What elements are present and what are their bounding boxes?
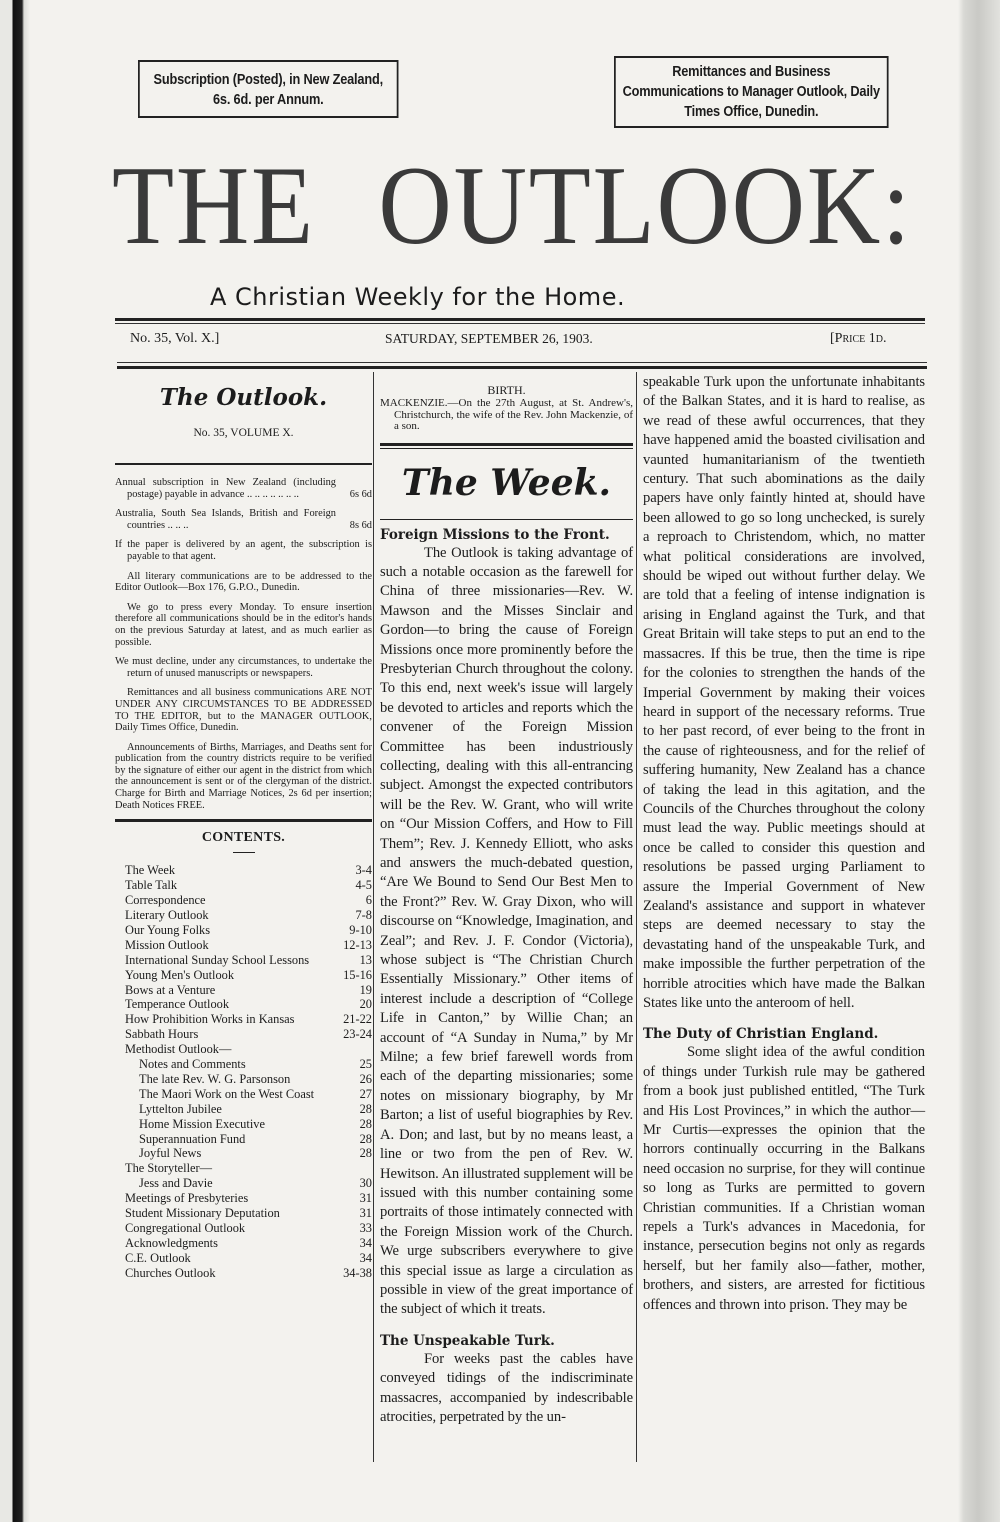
contents-item-title: Superannuation Fund — [139, 1131, 246, 1146]
contents-item-title: Notes and Comments — [139, 1057, 246, 1072]
contents-item-page: 28 — [359, 1101, 372, 1116]
contents-item-title: Literary Outlook — [125, 907, 209, 922]
contents-item — [125, 1012, 372, 1027]
contents-item — [125, 938, 372, 953]
subscription-rates — [115, 477, 372, 531]
article-body-unspeakable-turk: For weeks past the cables have conveyed tidings of the indiscriminate massacres, accompanied by indescribable atrocities, perpetrated by the un- — [380, 1350, 633, 1425]
contents-item-page: 31 — [359, 1206, 372, 1221]
notices — [115, 539, 372, 811]
rate-price: 6s 6d — [349, 488, 372, 500]
contents-rule — [115, 819, 372, 822]
contents-item — [125, 1236, 372, 1251]
contents-item — [125, 1266, 372, 1281]
rate-price: 8s 6d — [349, 519, 372, 531]
contents-leader — [212, 1161, 372, 1176]
rate-description: Australia, South Sea Islands, British and Foreign countries .. .. .. — [115, 508, 336, 531]
contents-item-page: 6 — [365, 893, 372, 908]
contents-item-page: 34 — [359, 1250, 372, 1265]
header-rule-top — [115, 318, 925, 321]
contents-item — [125, 1117, 372, 1132]
contents-item-title: The late Rev. W. G. Parsonson — [139, 1071, 291, 1086]
page-right-edge — [958, 0, 1000, 1522]
contents-item-title: Jess and Davie — [139, 1176, 213, 1191]
contents-item — [125, 1146, 372, 1161]
contents-item-title: How Prohibition Works in Kansas — [125, 1012, 295, 1027]
contents-leader — [206, 893, 366, 908]
contents-leader — [222, 1102, 360, 1117]
birth-heading: BIRTH. — [487, 383, 526, 397]
contents-item — [125, 1176, 372, 1191]
week-rule-top — [380, 443, 633, 446]
rate-item — [115, 477, 372, 500]
contents-item-title: The Maori Work on the West Coast — [139, 1086, 315, 1101]
page-binding-edge — [0, 0, 30, 1522]
contents-item-page: 28 — [359, 1131, 372, 1146]
contents-item — [125, 1102, 372, 1117]
contents-item — [125, 1251, 372, 1266]
contents-item — [125, 1087, 372, 1102]
contents-item — [125, 1057, 372, 1072]
rate-item — [115, 508, 372, 531]
contents-item — [125, 1206, 372, 1221]
contents-item-page: 4-5 — [355, 878, 372, 893]
week-rule-bottom — [380, 519, 633, 520]
contents-item-title: Congregational Outlook — [125, 1221, 246, 1235]
contents-leader — [215, 983, 359, 998]
subscription-text: Subscription (Posted), in New Zealand, 6s. 6d. per Annum. — [153, 72, 383, 108]
contents-item — [125, 923, 372, 938]
contents-item-title: Lyttelton Jubilee — [139, 1101, 222, 1116]
subscription-box — [138, 60, 398, 118]
contents-leader — [216, 1266, 344, 1281]
article-heading-foreign-missions: Foreign Missions to the Front. — [380, 526, 610, 543]
tagline: A Christian Weekly for the Home. — [210, 283, 626, 311]
contents-item — [125, 1161, 372, 1176]
contents-item-title: The Storyteller— — [125, 1161, 213, 1176]
contents-item-title: Student Missionary Deputation — [125, 1206, 280, 1221]
contents-item-title: Our Young Folks — [125, 922, 211, 937]
contents-item-title: Methodist Outlook— — [125, 1042, 232, 1057]
notice-paragraph: All literary communications are to be addressed to the Editor Outlook—Box 176, G.P.O., Dunedin. — [115, 570, 372, 594]
contents-leader — [198, 1027, 343, 1042]
contents-leader — [290, 1072, 359, 1087]
contents-leader — [177, 878, 355, 893]
article-body-unspeakable-turk-continued: speakable Turk upon the unfortunate inhabitants of the Balkan States, and it is hard to realise, as we read of these awful occurrences, that they have happened amid the boasted civilisation and vaunted humanitarianism of the twentieth century. That such abominations as the daily papers have only faintly hinted at, should have been allowed to go so long unchecked, is surely a reproach to Christendom, which, no matter what political considerations are involved, should be wiped out without further delay. We are told that a feeling of intense indignation is arising in England against the Turk, and that Great Britain will take steps to put an end to the massacres. If this be true, then the time is ripe for the colonies to strengthen the hands of the Imperial Government by making their voices heard in support of the necessary reforms. True to her past record, of ever being to the front in the cause of righteousness, and for the relief of suffering humanity, New Zealand has a chance of taking the lead in this agitation, and the Councils of the Churches throughout the colony must lead the way. Public meetings should at once be called to consider this question and resolutions be passed urging Parliament to assure the Imperial Government of New Zealand's assistance and support in whatever steps are deemed necessary to stay the devastating hand of the unspeakable Turk, and make impossible the further perpetration of the horrible atrocities which have made the Balkan States like unto the anteroom of hell. — [643, 374, 925, 1011]
contents-item-title: Table Talk — [125, 878, 178, 893]
issue-number: No. 35, Vol. X.] — [130, 331, 220, 346]
right-column — [643, 373, 925, 1315]
contents-item-title: Sabbath Hours — [125, 1027, 199, 1042]
article-body-foreign-missions: The Outlook is taking advantage of such a notable occasion as the farewell for China of three missionaries—Rev. W. Mawson and the Misses Sinclair and Gordon—to bring the cause of Foreign Missions once more prominently before the Presbyterian Church throughout the colony. To this end, next week's issue will largely be devoted to articles and reports which the convener of the Foreign Mission Committee has been industriously collecting, dealing with this all-entrancing subject. Amongst the expected contributors will be the Rev. W. Grant, who will write on “Our Mission Coffers, and How to Fill Them”; Rev. J. Kennedy Elliott, who asks and answers the much-debated question, “Are We Bound to Send Our Best Men to the Front?” Rev. W. Gray Dixon, who will discourse on “Knowledge, Imagination, and Zeal”; and Rev. J. F. Condor (Victoria), whose subject is “The Christian Church Essentially Missionary.” Other items of interest include a description of “College Life in Canton,” by Willie Chan; an account of “A Sunday in Numa,” by Mr Milne; a few brief farewell words from each of the departing missionaries; some notes on missionary biography, by Mr Barton; a list of useful biographies by Rev. A. Don; and last, but by no means least, a line or two from the pen of Rev. W. Hewitson. An illustrated supplement will be issued with this number containing some portraits of those intimately connected with the Foreign Mission work of the Church. We urge subscribers everywhere to give this special issue as large a circulation as possible in view of the great importance of the subject of which it treats. — [380, 544, 633, 1318]
column-divider-2 — [636, 372, 637, 1462]
article-heading-duty-christian-england: The Duty of Christian England. — [643, 1026, 879, 1043]
contents-item-page: 19 — [359, 982, 372, 997]
contents-item-page: 28 — [359, 1146, 372, 1161]
contents-item-title: Churches Outlook — [125, 1265, 216, 1280]
left-column — [115, 380, 372, 1281]
contents-item-title: Meetings of Presbyteries — [125, 1191, 249, 1206]
remittances-box — [614, 56, 889, 128]
contents-item-title: Home Mission Executive — [139, 1116, 265, 1131]
contents-item — [125, 1221, 372, 1236]
contents-item-page: 23-24 — [343, 1027, 372, 1042]
contents-item — [125, 1191, 372, 1206]
article-body-duty-christian-england: Some slight idea of the awful condition of things under Turkish rule may be gathered from a book just published entitled, “The Turk and His Lost Provinces,” in which the author—Mr Curtis—expresses the opinion that the horrors continually occurring in the Balkans need occasion no surprise, for they will continue so long as Turks are permitted to govern Christian communities. If a Christian woman repels a Turk's advances in Macedonia, for instance, persecution begins not only as regards herself, but her family also—father, mother, brothers, and sisters, are arrested for fictitious offences and thrown into prison. They may be — [643, 1044, 925, 1313]
contents-item — [125, 983, 372, 998]
contents-leader — [280, 1206, 360, 1221]
contents-leader — [175, 863, 355, 878]
contents-leader — [213, 1176, 360, 1191]
column-divider-1 — [373, 372, 374, 1462]
contents-leader — [246, 1057, 360, 1072]
dateline-rule — [117, 366, 927, 369]
contents-item-title: Joyful News — [139, 1146, 202, 1161]
contents-leader — [245, 1132, 359, 1147]
contents-item-page: 7-8 — [355, 907, 372, 922]
week-rule-top-thin — [380, 448, 633, 449]
contents-leader — [191, 1251, 360, 1266]
contents-item-page: 15-16 — [343, 967, 372, 982]
contents-item-title: Temperance Outlook — [125, 997, 230, 1012]
contents-item — [125, 968, 372, 983]
contents-item — [125, 1042, 372, 1057]
contents-leader — [309, 953, 359, 968]
contents-item — [125, 893, 372, 908]
contents-leader — [209, 938, 343, 953]
header-rule-top-thin — [115, 323, 925, 324]
contents-leader — [229, 997, 360, 1012]
contents-item-page: 20 — [359, 997, 372, 1012]
notice-paragraph: We go to press every Monday. To ensure insertion therefore all communications should be in the editor's hands on the previous Saturday at latest, and as much earlier as possible. — [115, 601, 372, 648]
contents-item-page: 31 — [359, 1191, 372, 1206]
notice-paragraph: If the paper is delivered by an agent, the subscription is payable to that agent. — [115, 539, 372, 562]
contents-item-title: Correspondence — [125, 893, 206, 908]
contents-list — [115, 863, 372, 1280]
contents-leader — [209, 908, 356, 923]
contents-item — [125, 908, 372, 923]
contents-leader — [210, 923, 349, 938]
contents-item-title: Young Men's Outlook — [125, 967, 235, 982]
contents-item — [125, 1027, 372, 1042]
contents-item-title: Bows at a Venture — [125, 982, 216, 997]
contents-leader — [248, 1191, 359, 1206]
issue-price: [Price 1d. — [830, 331, 887, 346]
contents-item-title: International Sunday School Lessons — [125, 952, 310, 967]
contents-leader — [314, 1087, 359, 1102]
contents-item-page: 33 — [359, 1221, 372, 1235]
contents-leader — [231, 1042, 372, 1057]
notice-paragraph: We must decline, under any circumstances, to undertake the return of unused manuscripts or newspapers. — [115, 656, 372, 679]
rate-description: Annual subscription in New Zealand (including postage) payable in advance .. .. .. .. .. .. .. — [115, 477, 336, 500]
dateline-rule-thin — [117, 362, 927, 363]
contents-item-page: 9-10 — [349, 922, 372, 937]
contents-leader — [245, 1221, 360, 1236]
contents-leader — [201, 1146, 359, 1161]
contents-item-page: 34-38 — [343, 1265, 372, 1280]
contents-item-title: Acknowledgments — [125, 1235, 218, 1250]
contents-leader — [218, 1236, 360, 1251]
contents-item-page: 26 — [359, 1071, 372, 1086]
the-week-title: The Week. — [401, 461, 612, 504]
remittances-text: Remittances and Business Communications to Manager Outlook, Daily Times Office, Dunedin. — [622, 64, 880, 120]
issue-date: SATURDAY, SEPTEMBER 26, 1903. — [385, 331, 593, 346]
contents-dash — [233, 852, 255, 853]
masthead-title: THE OUTLOOK: — [112, 144, 913, 268]
contents-item-title: The Week — [125, 863, 176, 878]
contents-item — [125, 863, 372, 878]
notice-paragraph: Announcements of Births, Marriages, and Deaths sent for publication from the country districts require to be verified by the signature of either our agent in the district from which the announcement is sent or of the clergyman of the district. Charge for Birth and Marriage Notices, 2s 6d per insertion; Death Notices FREE. — [115, 741, 372, 811]
contents-item-page: 27 — [359, 1086, 372, 1101]
birth-notice: MACKENZIE.—On the 27th August, at St. Andrew's, Christchurch, the wife of the Rev. John Mackenzie, of a son. — [380, 397, 633, 432]
outlook-section-title: The Outlook. — [159, 384, 328, 411]
contents-item-page: 3-4 — [355, 863, 372, 878]
contents-item — [125, 953, 372, 968]
contents-item — [125, 878, 372, 893]
contents-item-page: 34 — [359, 1235, 372, 1250]
contents-item-page: 12-13 — [343, 937, 372, 952]
contents-item-page: 21-22 — [343, 1012, 372, 1027]
contents-item-title: C.E. Outlook — [125, 1250, 191, 1265]
contents-item — [125, 1132, 372, 1147]
notice-paragraph: Remittances and all business communications ARE NOT UNDER ANY CIRCUMSTANCES TO BE ADDRESSED TO THE EDITOR, but to the MANAGER OUTLOOK, Daily Times Office, Dunedin. — [115, 687, 372, 734]
contents-item — [125, 997, 372, 1012]
article-heading-unspeakable-turk: The Unspeakable Turk. — [380, 1332, 555, 1349]
middle-column — [380, 383, 633, 1427]
left-rule — [115, 463, 372, 465]
contents-item-page: 25 — [359, 1057, 372, 1072]
contents-item-page: 13 — [359, 952, 372, 967]
contents-item-page: 28 — [359, 1116, 372, 1131]
contents-item-page: 30 — [359, 1176, 372, 1191]
contents-item — [125, 1072, 372, 1087]
contents-leader — [265, 1117, 360, 1132]
contents-leader — [234, 968, 343, 983]
contents-title: CONTENTS. — [201, 830, 286, 846]
volume-label: No. 35, VOLUME X. — [193, 427, 294, 439]
contents-item-title: Mission Outlook — [125, 937, 209, 952]
contents-leader — [295, 1012, 344, 1027]
